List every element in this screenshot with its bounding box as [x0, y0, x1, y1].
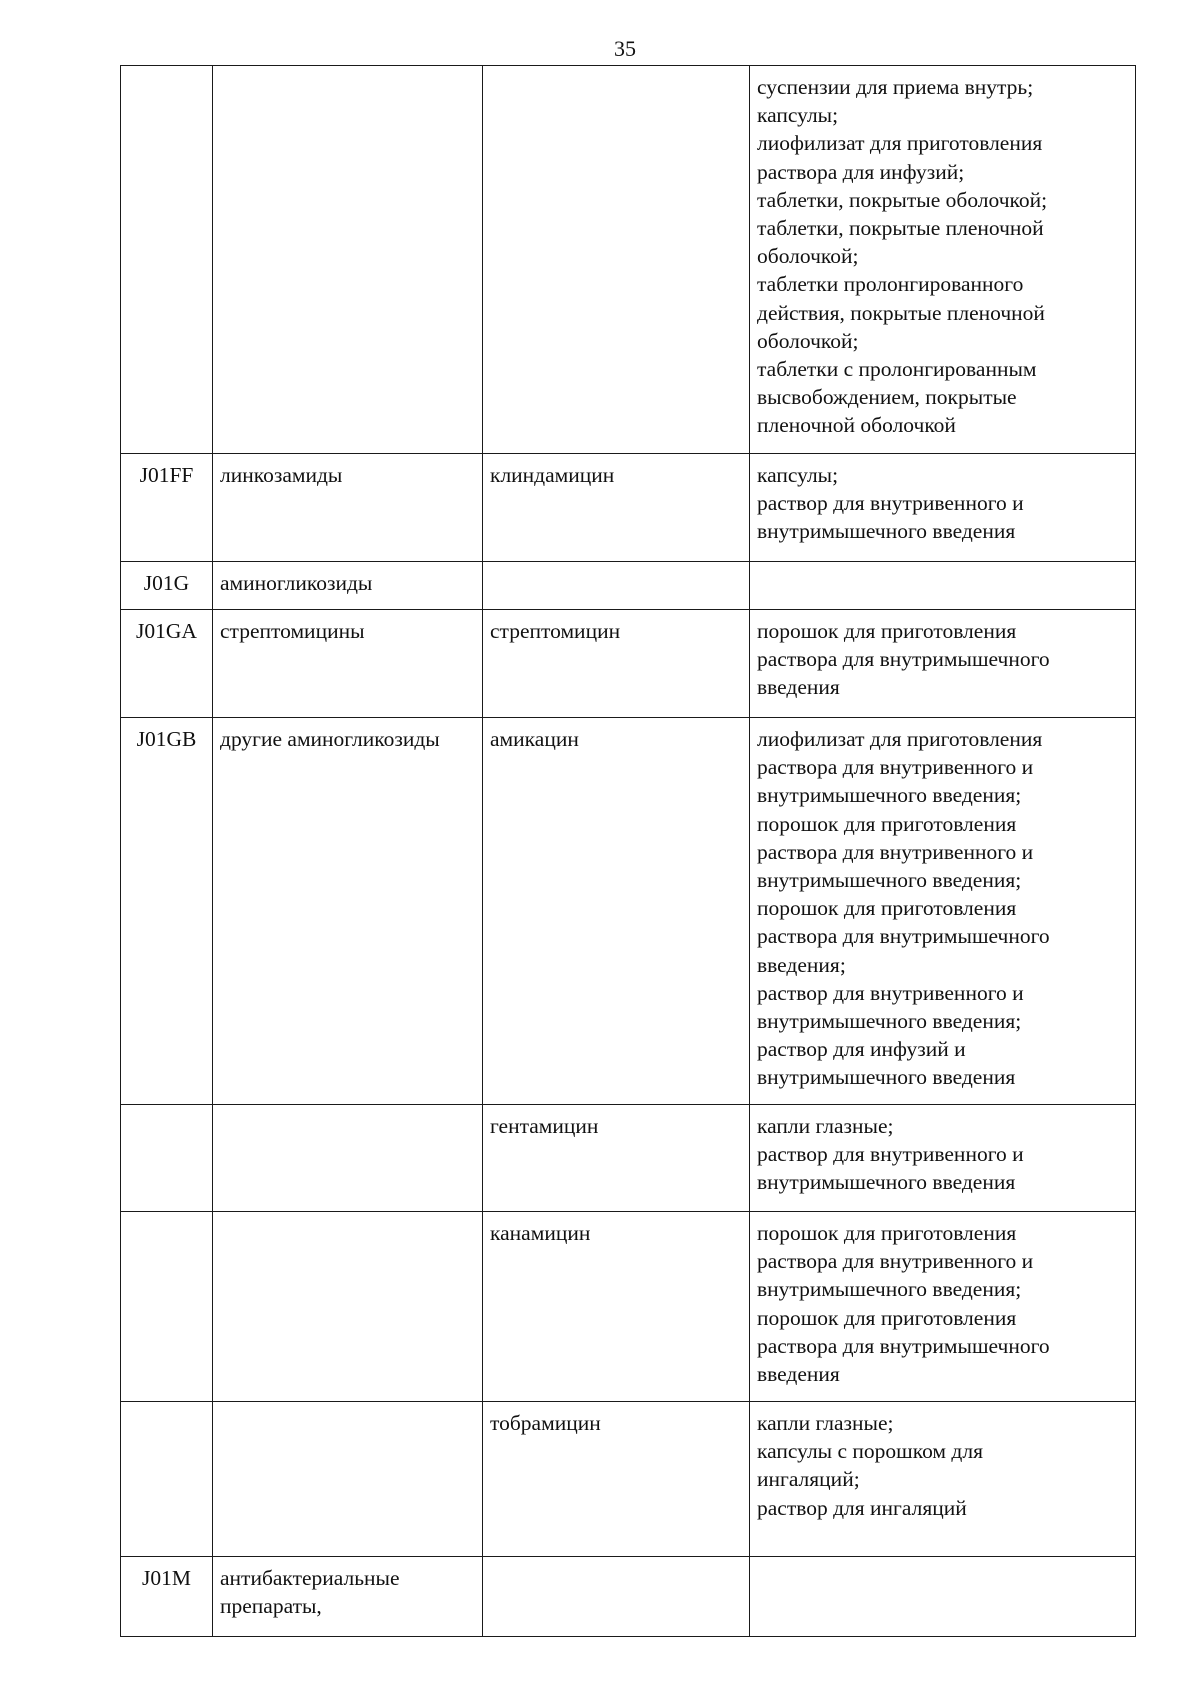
group-name-line: другие аминогликозиды [220, 727, 440, 751]
atc-code-cell [121, 1557, 213, 1637]
dosage-form-line: оболочкой; [757, 328, 859, 353]
atc-code-cell [121, 1212, 213, 1402]
dosage-form-line: раствор для внутривенного и [757, 1142, 1024, 1167]
group-cell [213, 562, 483, 610]
dosage-form-line: капсулы с порошком для [757, 1439, 983, 1464]
dosage-forms-cell [750, 718, 1136, 1105]
atc-code: J01GA [136, 619, 197, 643]
drug-name: амикацин [490, 727, 579, 751]
dosage-form-line: порошок для приготовления [757, 1221, 1017, 1245]
dosage-form-line: суспензии для приема внутрь; [757, 75, 1034, 99]
atc-code-cell [121, 562, 213, 610]
atc-code-cell [121, 718, 213, 1105]
table-body [121, 66, 1136, 1637]
dosage-forms-cell [750, 1402, 1136, 1557]
dosage-forms-cell [750, 1557, 1136, 1637]
dosage-form-line: высвобождением, покрытые [757, 385, 1017, 410]
group-cell [213, 66, 483, 454]
atc-code-cell [121, 1105, 213, 1212]
dosage-form-line: порошок для приготовления [757, 1305, 1017, 1330]
drug-cell [483, 718, 750, 1105]
dosage-form-line: капсулы; [757, 463, 839, 487]
dosage-forms-cell [750, 610, 1136, 718]
dosage-form-line: раствор для инфузий и [757, 1037, 966, 1062]
dosage-form-line: внутримышечного введения; [757, 1009, 1022, 1034]
dosage-forms-cell [750, 454, 1136, 562]
group-name-line: стрептомицины [220, 619, 365, 643]
dosage-form-line: раствора для внутримышечного [757, 647, 1050, 672]
dosage-form-line: лиофилизат для приготовления [757, 131, 1043, 156]
group-name-line: препараты, [220, 1594, 322, 1619]
drug-name: гентамицин [490, 1114, 599, 1138]
atc-code: J01FF [139, 463, 194, 487]
atc-code-cell [121, 1402, 213, 1557]
dosage-form-line: таблетки пролонгированного [757, 272, 1024, 297]
dosage-form-line: раствор для внутривенного и [757, 980, 1024, 1005]
drug-cell [483, 1212, 750, 1402]
group-name-line: антибактериальные [220, 1566, 400, 1590]
group-name-line: аминогликозиды [220, 571, 373, 595]
dosage-form-line: раствор для ингаляций [757, 1495, 967, 1520]
group-cell [213, 1212, 483, 1402]
table-row [121, 718, 1136, 1105]
drug-name: канамицин [490, 1221, 591, 1245]
dosage-form-line: внутримышечного введения; [757, 783, 1022, 808]
table-row [121, 1402, 1136, 1557]
drug-cell [483, 66, 750, 454]
dosage-form-line: действия, покрытые пленочной [757, 300, 1045, 325]
dosage-form-line: пленочной оболочкой [757, 413, 956, 438]
atc-code: J01GB [136, 727, 197, 751]
table-row [121, 1212, 1136, 1402]
group-cell [213, 1402, 483, 1557]
dosage-form-line: таблетки, покрытые пленочной [757, 216, 1044, 241]
dosage-form-line: таблетки с пролонгированным [757, 357, 1037, 382]
dosage-form-line: капли глазные; [757, 1114, 894, 1138]
dosage-form-line: внутримышечного введения; [757, 868, 1022, 893]
group-cell [213, 610, 483, 718]
dosage-form-line: порошок для приготовления [757, 811, 1017, 836]
atc-code-cell [121, 454, 213, 562]
drug-name: тобрамицин [490, 1411, 601, 1435]
page-number: 35 [614, 36, 636, 61]
atc-code-cell [121, 610, 213, 718]
dosage-forms-cell [750, 1212, 1136, 1402]
drug-cell [483, 454, 750, 562]
dosage-form-line: раствора для внутривенного и [757, 755, 1034, 780]
drug-cell [483, 562, 750, 610]
dosage-form-line: порошок для приготовления [757, 619, 1017, 643]
table-row [121, 610, 1136, 718]
dosage-form-line: лиофилизат для приготовления [757, 727, 1043, 751]
dosage-form-line: раствора для внутривенного и [757, 1249, 1034, 1274]
dosage-form-line: оболочкой; [757, 244, 859, 269]
table-row [121, 454, 1136, 562]
drug-cell [483, 1557, 750, 1637]
dosage-form-line: внутримышечного введения; [757, 1277, 1022, 1302]
atc-code: J01M [142, 1566, 191, 1590]
group-name-line: линкозамиды [220, 463, 343, 487]
dosage-form-line: раствор для внутривенного и [757, 491, 1024, 516]
drug-cell [483, 1402, 750, 1557]
group-cell [213, 1557, 483, 1637]
dosage-form-line: раствора для инфузий; [757, 159, 965, 184]
table-row [121, 66, 1136, 454]
group-cell [213, 718, 483, 1105]
drug-table [120, 65, 1136, 1637]
dosage-form-line: внутримышечного введения [757, 1065, 1016, 1090]
drug-cell [483, 1105, 750, 1212]
dosage-form-line: введения [757, 675, 840, 700]
dosage-forms-cell [750, 562, 1136, 610]
drug-name: клиндамицин [490, 463, 615, 487]
atc-code: J01G [143, 571, 190, 595]
drug-name: стрептомицин [490, 619, 621, 643]
group-cell [213, 1105, 483, 1212]
dosage-form-line: внутримышечного введения [757, 1170, 1016, 1195]
dosage-form-line: порошок для приготовления [757, 896, 1017, 921]
group-cell [213, 454, 483, 562]
dosage-form-line: введения; [757, 952, 846, 977]
atc-code-cell [121, 66, 213, 454]
table-row [121, 1105, 1136, 1212]
drug-cell [483, 610, 750, 718]
table-row [121, 1557, 1136, 1637]
dosage-form-line: ингаляций; [757, 1467, 860, 1492]
dosage-form-line: раствора для внутримышечного [757, 1333, 1050, 1358]
dosage-form-line: введения [757, 1362, 840, 1387]
dosage-forms-cell [750, 66, 1136, 454]
dosage-form-line: капсулы; [757, 103, 839, 128]
dosage-form-line: раствора для внутривенного и [757, 839, 1034, 864]
dosage-form-line: таблетки, покрытые оболочкой; [757, 187, 1048, 212]
table-row [121, 562, 1136, 610]
dosage-form-line: раствора для внутримышечного [757, 924, 1050, 949]
dosage-form-line: капли глазные; [757, 1411, 894, 1435]
dosage-forms-cell [750, 1105, 1136, 1212]
dosage-form-line: внутримышечного введения [757, 519, 1016, 544]
